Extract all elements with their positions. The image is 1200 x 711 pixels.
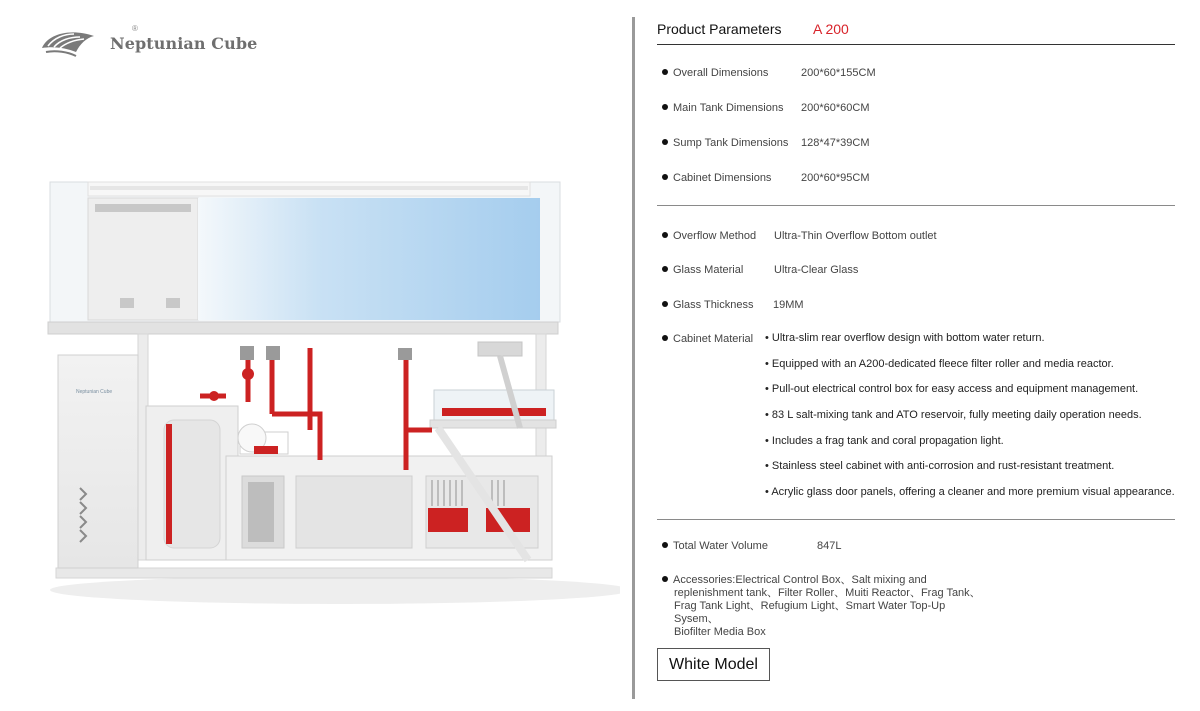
bullet-dot — [662, 69, 668, 75]
accessories-line: Frag Tank Light、Refugium Light、Smart Water Top-Up Sysem、 — [674, 600, 946, 625]
bullet-dot — [662, 542, 668, 548]
dimension-row — [662, 137, 870, 149]
dimension-label: Cabinet Dimensions — [673, 172, 772, 184]
dimension-row — [662, 102, 870, 114]
accessories-line: Biofilter Media Box — [674, 626, 766, 638]
brand-name: Neptunian Cube — [110, 33, 258, 53]
bullet-dot — [662, 576, 668, 582]
spec-label: Glass Thickness — [673, 299, 754, 311]
sump-tank — [226, 456, 552, 560]
spec-row — [662, 299, 804, 311]
bullet-dot — [662, 301, 668, 307]
feature-item: • 83 L salt-mixing tank and ATO reservoir, fully meeting daily operation needs. — [765, 409, 1175, 435]
spec-row — [662, 230, 937, 242]
bullet-dot — [662, 139, 668, 145]
salt-mixing-tank — [146, 406, 238, 560]
dimension-label: Overall Dimensions — [673, 67, 769, 79]
spec-label: Glass Material — [673, 264, 744, 276]
parameters-title: Product Parameters — [657, 21, 782, 37]
spec-value: 19MM — [773, 299, 804, 311]
parameters-header — [657, 21, 1175, 45]
feature-item: • Stainless steel cabinet with anti-corrosion and rust-resistant treatment. — [765, 460, 1175, 486]
registered-mark: ® — [132, 24, 138, 33]
accessories-line: Electrical Control Box、Salt mixing and — [735, 574, 927, 586]
cabinet-material-row — [662, 333, 753, 345]
spec-row — [662, 264, 859, 276]
volume-row — [662, 540, 842, 552]
brand-header — [40, 26, 257, 60]
bullet-dot — [662, 104, 668, 110]
main-tank — [48, 182, 560, 334]
dimension-value: 128*47*39CM — [801, 137, 870, 149]
svg-text:Neptunian Cube: Neptunian Cube — [76, 389, 113, 395]
volume-value: 847L — [817, 540, 842, 552]
feature-item: • Acrylic glass door panels, offering a cleaner and more premium visual appearance. — [765, 486, 1175, 512]
shell-logo-icon — [40, 26, 98, 60]
spec-value: Ultra-Clear Glass — [774, 264, 859, 276]
dimension-value: 200*60*155CM — [801, 67, 876, 79]
cabinet-material-label: Cabinet Material — [673, 333, 754, 345]
dimension-value: 200*60*95CM — [801, 172, 870, 184]
dimension-label: Main Tank Dimensions — [673, 102, 784, 114]
dimension-value: 200*60*60CM — [801, 102, 870, 114]
feature-item: • Includes a frag tank and coral propagation light. — [765, 435, 1175, 461]
section-divider — [657, 519, 1175, 520]
accessories-label: Accessories: — [673, 574, 736, 586]
accessories-line: replenishment tank、Filter Roller、Muiti Reactor、Frag Tank、 — [674, 587, 981, 599]
dimension-row — [662, 67, 876, 79]
bullet-dot — [662, 174, 668, 180]
spec-value: Ultra-Thin Overflow Bottom outlet — [774, 230, 937, 242]
spec-label: Overflow Method — [673, 230, 757, 242]
volume-label: Total Water Volume — [673, 540, 768, 552]
bullet-dot — [662, 232, 668, 238]
aquarium-illustration — [40, 170, 620, 650]
section-divider — [657, 205, 1175, 206]
vertical-divider — [632, 17, 635, 699]
feature-item: • Pull-out electrical control box for easy access and equipment management. — [765, 383, 1175, 409]
model-name: A 200 — [813, 21, 849, 37]
cabinet-feature-list — [765, 332, 1175, 512]
bullet-dot — [662, 266, 668, 272]
filter-roller — [238, 424, 288, 454]
dimension-row — [662, 172, 870, 184]
accessories — [662, 574, 992, 639]
dimension-label: Sump Tank Dimensions — [673, 137, 789, 149]
feature-item: • Ultra-slim rear overflow design with bottom water return. — [765, 332, 1175, 358]
bullet-dot — [662, 335, 668, 341]
white-model-label: White Model — [657, 648, 770, 681]
control-box — [58, 355, 138, 568]
feature-item: • Equipped with an A200-dedicated fleece filter roller and media reactor. — [765, 358, 1175, 384]
